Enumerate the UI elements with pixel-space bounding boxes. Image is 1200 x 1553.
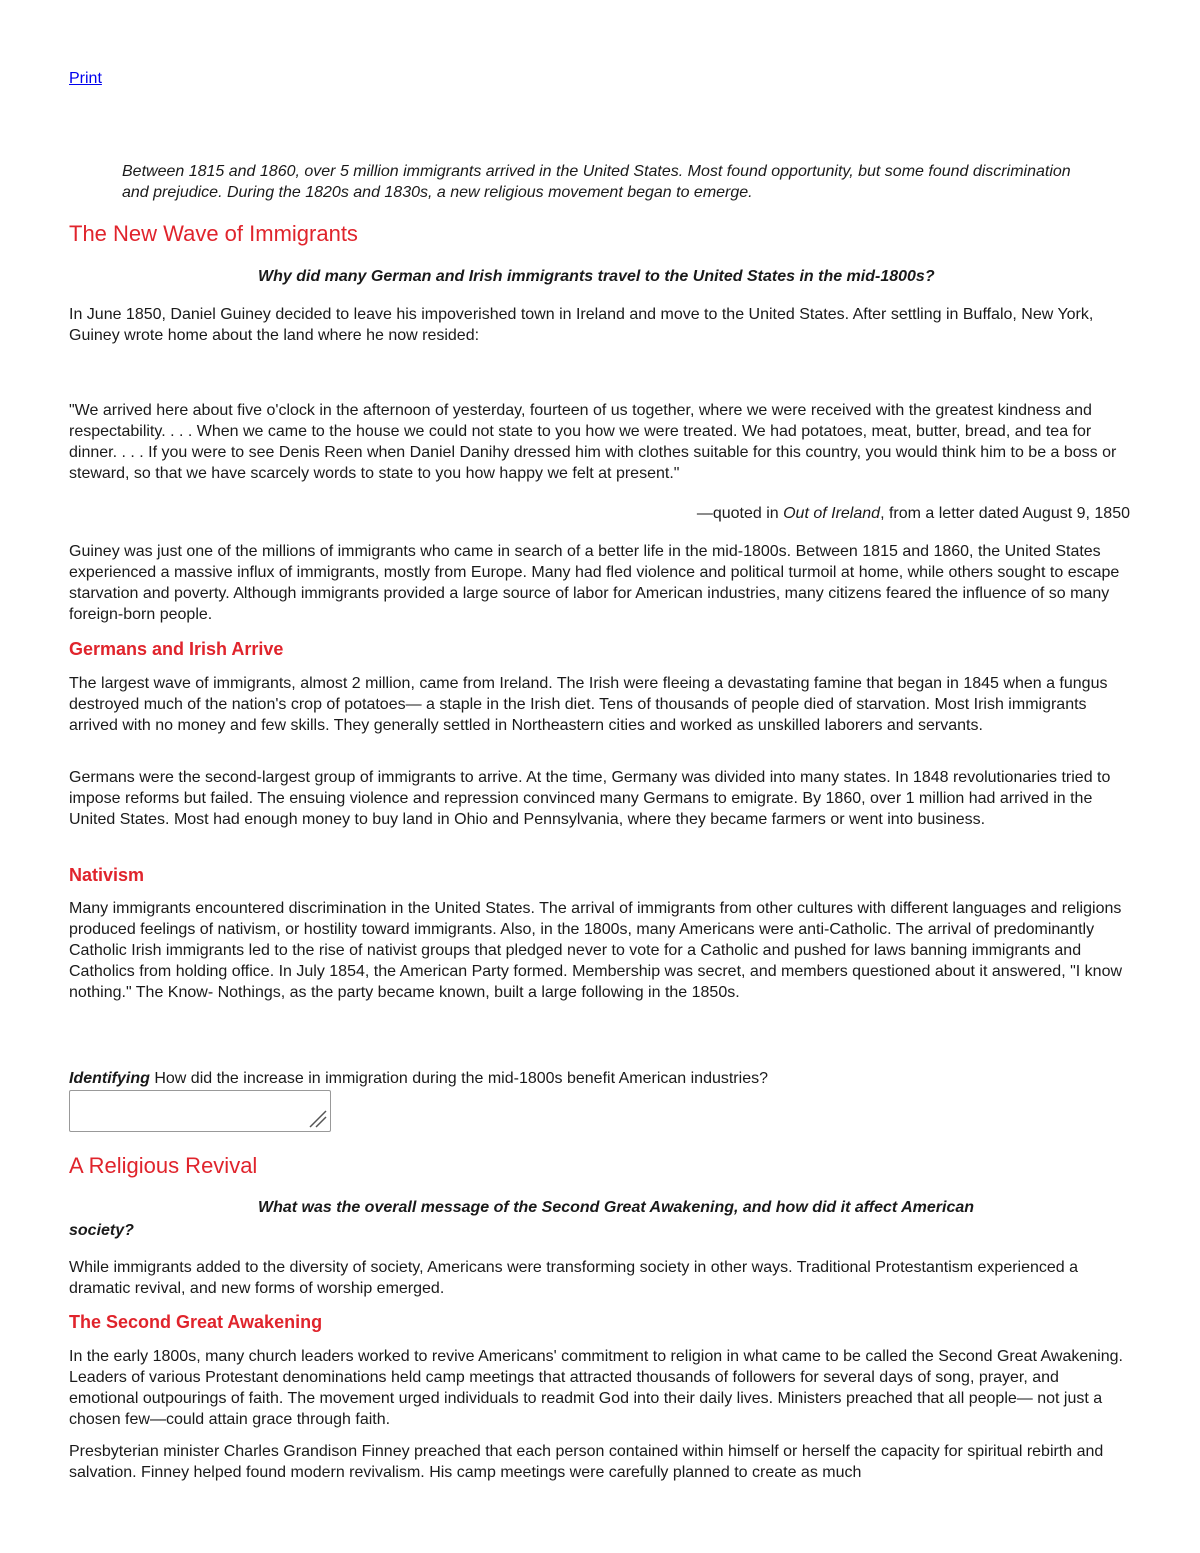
resize-grip-icon[interactable] (306, 1107, 328, 1129)
book-title: Out of Ireland (783, 505, 881, 522)
subsection-title-nativism: Nativism (69, 865, 145, 885)
section-question-line1: What was the overall message of the Second Great Awakening, and how did it affect American (258, 1199, 975, 1216)
paragraph: Germans were the second-largest group of immigrants to arrive. At the time, Germany was divided into many states. In 1848 revolutionaries tried to impose reforms but failed. The ensuing violence and repression convinced many Germans to emigrate. By 1860, over 1 million had arrived in the United States. Most had enough money to buy land in Ohio and Pennsylvania, where they became farmers or went into business. (69, 769, 1111, 828)
paragraph: The largest wave of immigrants, almost 2 million, came from Ireland. The Irish were fleeing a devastating famine that began in 1845 when a fungus destroyed much of the nation's crop of potatoes— a staple in the Irish diet. Tens of thousands of people died of starvation. Most Irish immigrants arrived with no money and few skills. They generally settled in Northeastern cities and worked as unskilled laborers and servants. (69, 675, 1108, 734)
intro-text: Between 1815 and 1860, over 5 million immigrants arrived in the United States. Most found opportunity, but some found discrimination and prejudice. During the 1820s and 1830s, a new religious movement began to emerge. (122, 163, 1071, 201)
section-question-line2: society? (69, 1222, 134, 1239)
paragraph: While immigrants added to the diversity of society, Americans were transforming society in other ways. Traditional Protestantism experienced a dramatic revival, and new forms of worship emerged. (69, 1259, 1079, 1297)
answer-textarea[interactable] (69, 1090, 331, 1132)
section-question: Why did many German and Irish immigrants travel to the United States in the mid-1800s? (258, 268, 935, 285)
subsection-title-second-great-awakening: The Second Great Awakening (69, 1312, 323, 1332)
section-title-religious-revival: A Religious Revival (69, 1153, 258, 1178)
paragraph: Many immigrants encountered discrimination in the United States. The arrival of immigrants from other cultures with different languages and religions produced feelings of nativism, or hostility toward immigrants. Also, in the 1800s, many Americans were anti-Catholic. The arrival of predominantly Catholic Irish immigrants led to the rise of nativist groups that pledged never to vote for a Catholic and pushed for laws banning immigrants and Catholics from holding office. In July 1854, the American Party formed. Membership was secret, and members questioned about it answered, "I know nothing." The Know- Nothings, as the party became known, built a large following in the 1850s. (69, 900, 1123, 1001)
print-link[interactable]: Print (69, 70, 102, 87)
prompt-text: How did the increase in immigration during the mid-1800s benefit American industries? (149, 1070, 768, 1087)
paragraph: In June 1850, Daniel Guiney decided to leave his impoverished town in Ireland and move to the United States. After settling in Buffalo, New York, Guiney wrote home about the land where he now resided: (69, 306, 1094, 344)
paragraph: Presbyterian minister Charles Grandison Finney preached that each person contained within himself or herself the capacity for spiritual rebirth and salvation. Finney helped found modern revivalism. His camp meetings were carefully planned to create as much (69, 1443, 1104, 1481)
section-title-new-wave: The New Wave of Immigrants (69, 221, 358, 246)
quote-attribution: —quoted in Out of Ireland, from a letter dated August 9, 1850 (696, 505, 1130, 522)
prompt-label: Identifying (69, 1070, 150, 1087)
paragraph: Guiney was just one of the millions of immigrants who came in search of a better life in the mid-1800s. Between 1815 and 1860, the United States experienced a massive influx of immigrants, mostly from Europe. Many had fled violence and political turmoil at home, while others sought to escape starvation and poverty. Although immigrants provided a large source of labor for American industries, many citizens feared the influence of so many foreign-born people. (69, 543, 1120, 623)
subsection-title-germans-irish: Germans and Irish Arrive (69, 639, 284, 659)
paragraph: In the early 1800s, many church leaders worked to revive Americans' commitment to religion in what came to be called the Second Great Awakening. Leaders of various Protestant denominations held camp meetings that attracted thousands of followers for several days of song, prayer, and emotional outpourings of faith. The movement urged individuals to readmit God into their daily lives. Ministers preached that all people— not just a chosen few—could attain grace through faith. (69, 1348, 1123, 1428)
quote: "We arrived here about five o'clock in the afternoon of yesterday, fourteen of us together, where we were received with the greatest kindness and respectability. . . . When we came to the house we could not state to you how we were treated. We had potatoes, meat, butter, bread, and tea for dinner. . . . If you were to see Denis Reen when Daniel Danihy dressed him with clothes suitable for this country, you would think him to be a boss or steward, so that we have scarcely words to state to you how happy we felt at present." (69, 402, 1117, 482)
question-prompt (69, 1068, 768, 1089)
